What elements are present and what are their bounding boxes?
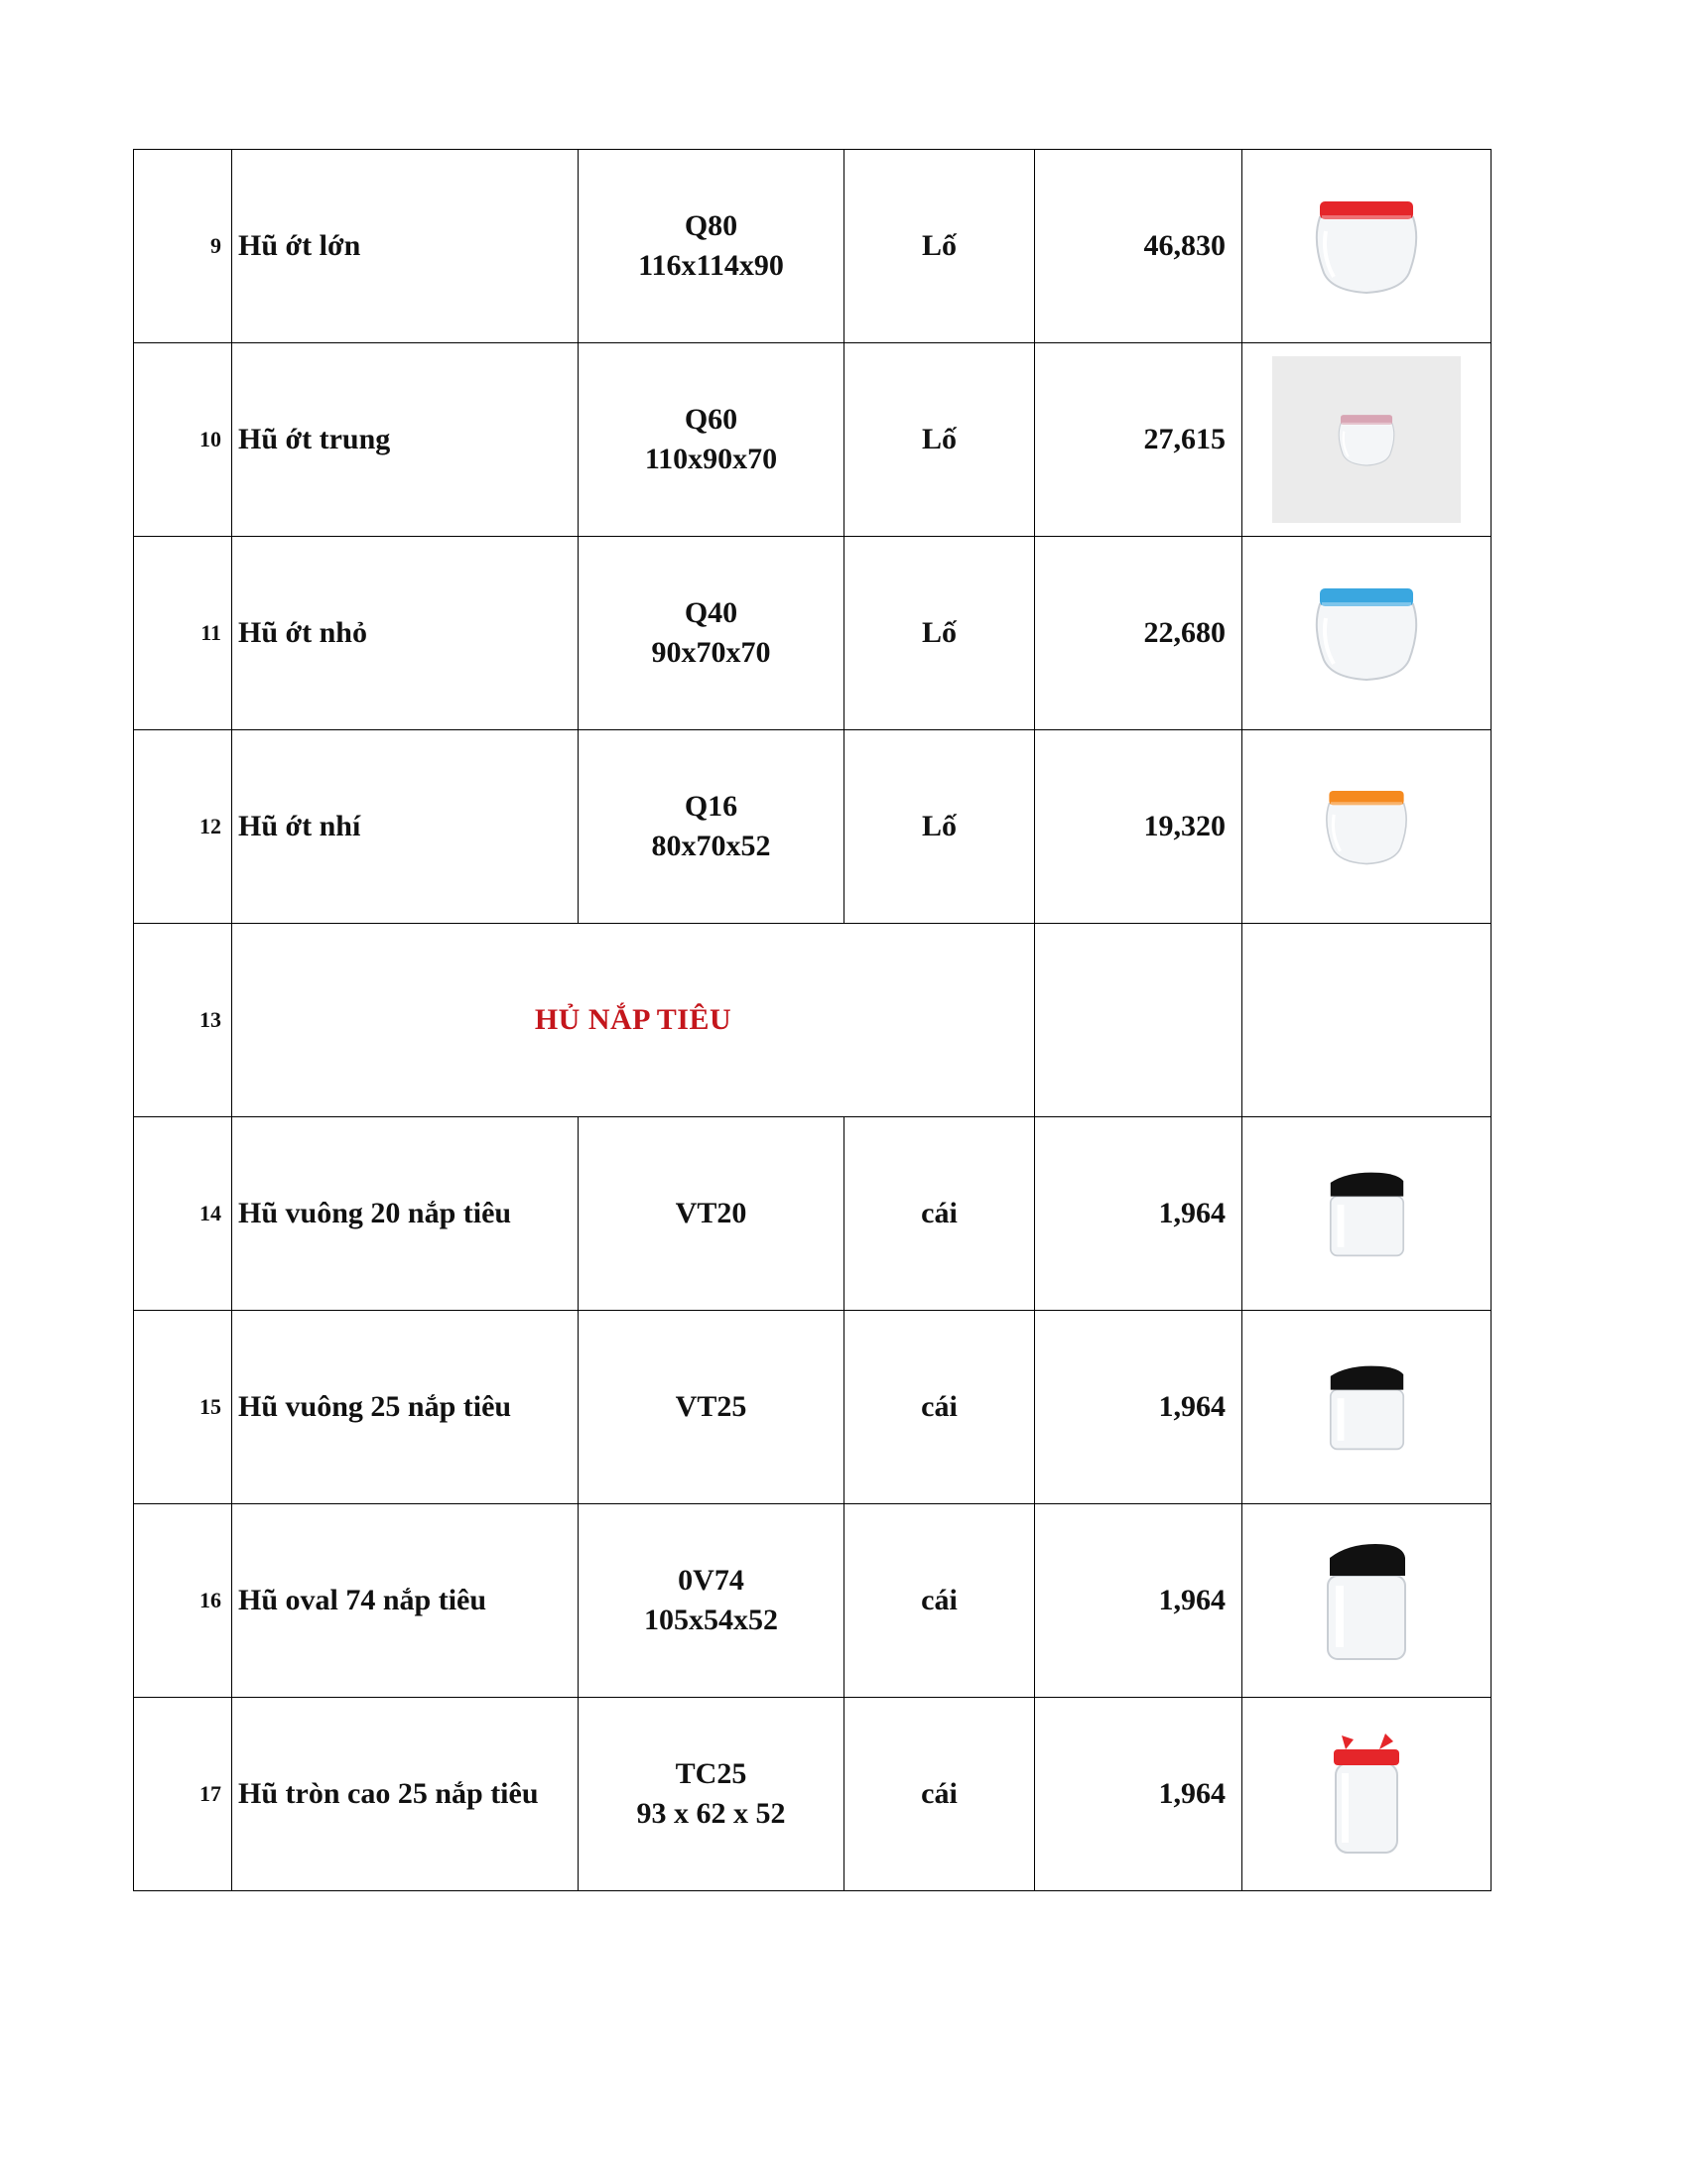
product-image [1242, 152, 1491, 340]
product-price: 1,964 [1035, 1117, 1242, 1311]
product-name: Hũ vuông 25 nắp tiêu [232, 1311, 579, 1504]
row-index: 12 [134, 730, 232, 924]
product-code: Q16 [684, 790, 738, 823]
product-image [1242, 539, 1491, 727]
product-code: Q80 [684, 209, 738, 242]
product-image-cell [1242, 1311, 1492, 1504]
product-image-cell [1242, 150, 1492, 343]
price-table [133, 149, 1492, 1891]
table-row [134, 1311, 1492, 1504]
product-code-cell [579, 1117, 844, 1311]
product-image-cell [1242, 1698, 1492, 1891]
jar-image [1302, 569, 1431, 698]
product-image [1242, 1313, 1491, 1501]
table-row [134, 1698, 1492, 1891]
product-image-background [1272, 356, 1461, 523]
product-size: 105x54x52 [644, 1604, 778, 1636]
product-name: Hũ ớt lớn [232, 150, 579, 343]
product-code-cell [579, 343, 844, 537]
product-code: Q40 [684, 596, 738, 629]
product-image [1242, 1700, 1491, 1888]
product-image [1242, 345, 1491, 534]
product-code: VT25 [675, 1390, 747, 1423]
row-index: 9 [134, 150, 232, 343]
product-size: 110x90x70 [644, 443, 778, 475]
product-price: 27,615 [1035, 343, 1242, 537]
table-row [134, 730, 1492, 924]
product-unit: Lố [844, 150, 1035, 343]
row-index: 13 [134, 924, 232, 1117]
product-price: 1,964 [1035, 1698, 1242, 1891]
section-title: HỦ NẮP TIÊU [232, 924, 1035, 1117]
empty-image-cell [1242, 924, 1492, 1117]
product-unit: Lố [844, 537, 1035, 730]
table-row [134, 1504, 1492, 1698]
row-index: 16 [134, 1504, 232, 1698]
row-index: 17 [134, 1698, 232, 1891]
product-unit: cái [844, 1117, 1035, 1311]
product-unit: cái [844, 1504, 1035, 1698]
product-unit: Lố [844, 343, 1035, 537]
product-name: Hũ vuông 20 nắp tiêu [232, 1117, 579, 1311]
product-price: 19,320 [1035, 730, 1242, 924]
jar-image [1302, 182, 1431, 311]
product-unit: Lố [844, 730, 1035, 924]
jar-image [1315, 775, 1418, 878]
product-unit: cái [844, 1311, 1035, 1504]
price-table-body [134, 150, 1492, 1891]
product-code-cell [579, 537, 844, 730]
jar-image [1302, 1536, 1431, 1665]
row-index: 11 [134, 537, 232, 730]
product-code-cell [579, 150, 844, 343]
product-size: 93 x 62 x 52 [636, 1797, 786, 1830]
product-name: Hũ ớt trung [232, 343, 579, 537]
product-code: 0V74 [678, 1564, 744, 1597]
product-price: 1,964 [1035, 1504, 1242, 1698]
product-size: 116x114x90 [638, 249, 784, 282]
product-name: Hũ ớt nhỏ [232, 537, 579, 730]
product-name: Hũ ớt nhí [232, 730, 579, 924]
table-row [134, 1117, 1492, 1311]
product-price: 46,830 [1035, 150, 1242, 343]
section-row [134, 924, 1492, 1117]
product-size: 90x70x70 [651, 636, 771, 669]
product-image-cell [1242, 730, 1492, 924]
row-index: 15 [134, 1311, 232, 1504]
product-name: Hũ tròn cao 25 nắp tiêu [232, 1698, 579, 1891]
product-code: VT20 [675, 1197, 747, 1229]
product-code-cell [579, 1698, 844, 1891]
product-code: Q60 [684, 403, 738, 436]
product-image [1242, 732, 1491, 921]
product-image [1242, 1119, 1491, 1308]
product-code-cell [579, 1311, 844, 1504]
product-image-cell [1242, 343, 1492, 537]
product-image-cell [1242, 537, 1492, 730]
product-code-cell [579, 1504, 844, 1698]
jar-image [1312, 1159, 1422, 1269]
product-code: TC25 [675, 1757, 747, 1790]
product-price: 22,680 [1035, 537, 1242, 730]
jar-image [1302, 1730, 1431, 1859]
empty-price-cell [1035, 924, 1242, 1117]
jar-image [1331, 404, 1402, 475]
product-image-cell [1242, 1117, 1492, 1311]
product-image-cell [1242, 1504, 1492, 1698]
table-row [134, 150, 1492, 343]
product-name: Hũ oval 74 nắp tiêu [232, 1504, 579, 1698]
product-price: 1,964 [1035, 1311, 1242, 1504]
table-row [134, 343, 1492, 537]
row-index: 14 [134, 1117, 232, 1311]
product-code-cell [579, 730, 844, 924]
product-image [1242, 1506, 1491, 1695]
row-index: 10 [134, 343, 232, 537]
product-size: 80x70x52 [651, 830, 771, 862]
product-unit: cái [844, 1698, 1035, 1891]
jar-image [1312, 1352, 1422, 1463]
table-row [134, 537, 1492, 730]
